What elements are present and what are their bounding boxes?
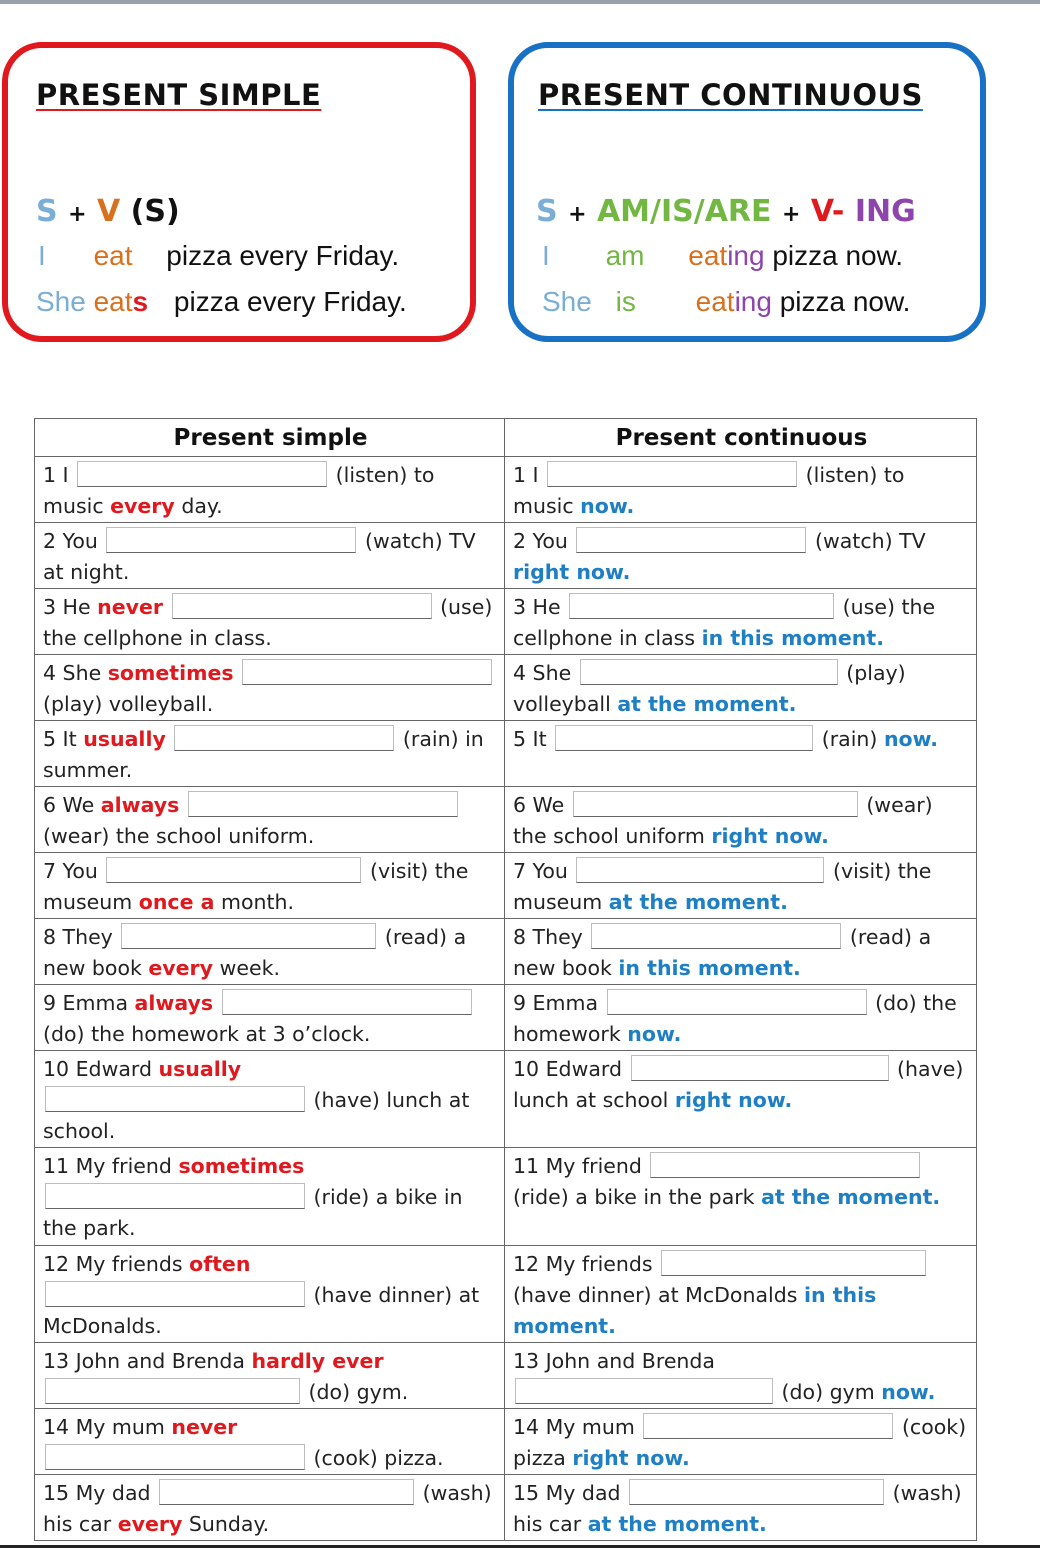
sentence-subject: 3 He — [513, 595, 561, 619]
answer-blank-input[interactable] — [159, 1479, 414, 1505]
sentence-end: day. — [181, 494, 223, 518]
answer-blank-input[interactable] — [573, 791, 858, 817]
example-verb: eat — [688, 240, 728, 271]
time-expression: now — [580, 494, 627, 518]
simple-cell — [35, 1343, 505, 1409]
continuous-cell — [505, 853, 977, 919]
sentence-rest: (wash) his car — [43, 1481, 492, 1536]
table-header-row — [35, 419, 977, 457]
table-row — [35, 853, 977, 919]
sentence-rest: (ride) a bike in the park. — [43, 1185, 463, 1240]
table-row — [35, 1051, 977, 1148]
continuous-cell — [505, 655, 977, 721]
answer-blank-input[interactable] — [643, 1413, 893, 1439]
sentence-subject: 2 You — [513, 529, 568, 553]
sentence-rest: (wear) the school uniform. — [43, 824, 315, 848]
formula-s-ending: (S) — [130, 194, 180, 229]
sentence-rest: (ride) a bike in the park — [513, 1185, 755, 1209]
present-simple-box — [2, 42, 476, 342]
time-expression: every — [110, 494, 175, 518]
sentence-end: . — [759, 1512, 767, 1536]
sentence-subject: 1 I — [43, 463, 69, 487]
answer-blank-input[interactable] — [650, 1152, 920, 1178]
sentence-rest: (do) gym — [781, 1380, 875, 1404]
formula-plus: + — [568, 202, 587, 227]
header-present-continuous: Present continuous — [505, 419, 977, 457]
sentence-rest: (have dinner) at McDonalds — [513, 1283, 798, 1307]
time-expression: in this moment — [701, 626, 877, 650]
sentence-end: week. — [219, 956, 280, 980]
answer-blank-input[interactable] — [576, 527, 806, 553]
example-verb: eat — [93, 286, 133, 317]
example-verb: eat — [695, 286, 735, 317]
sentence-rest: (use) the cellphone in class. — [43, 595, 493, 650]
present-continuous-formula — [536, 194, 916, 229]
table-row — [35, 919, 977, 985]
answer-blank-input[interactable] — [106, 527, 356, 553]
example-subject: I — [542, 240, 550, 271]
sentence-subject: 9 Emma — [513, 991, 599, 1015]
sentence-end: . — [681, 1446, 690, 1470]
sentence-subject: 12 My friends — [43, 1252, 183, 1276]
sentence-rest: (rain) in summer. — [43, 727, 484, 782]
example-subject: She — [36, 286, 86, 317]
answer-blank-input[interactable] — [629, 1479, 884, 1505]
simple-cell — [35, 457, 505, 523]
example-ing: ing — [734, 286, 772, 317]
continuous-cell — [505, 919, 977, 985]
frequency-adverb: never — [97, 595, 163, 619]
answer-blank-input[interactable] — [661, 1250, 926, 1276]
table-row — [35, 721, 977, 787]
continuous-cell — [505, 985, 977, 1051]
time-expression: once a — [138, 890, 215, 914]
simple-cell — [35, 1246, 505, 1343]
frequency-adverb: usually — [158, 1057, 242, 1081]
present-simple-formula — [36, 194, 180, 229]
present-simple-title: PRESENT SIMPLE — [36, 78, 322, 112]
answer-blank-input[interactable] — [45, 1378, 300, 1404]
time-expression: now — [883, 727, 931, 751]
sentence-end: . — [793, 956, 801, 980]
frequency-adverb: never — [171, 1415, 238, 1439]
continuous-cell — [505, 1343, 977, 1409]
sentence-subject: 13 John and Brenda — [43, 1349, 245, 1373]
continuous-cell — [505, 457, 977, 523]
answer-blank-input[interactable] — [555, 725, 813, 751]
simple-cell — [35, 787, 505, 853]
sentence-subject: 15 My dad — [513, 1481, 621, 1505]
sentence-subject: 6 We — [43, 793, 95, 817]
sentence-end: . — [622, 560, 631, 584]
sentence-subject: 5 It — [513, 727, 547, 751]
time-expression: at the moment. — [617, 692, 797, 716]
sentence-subject: 4 She — [513, 661, 572, 685]
sentence-rest: (do) the homework at 3 o’clock. — [43, 1022, 371, 1046]
sentence-rest: (cook) pizza. — [313, 1446, 444, 1470]
continuous-cell — [505, 1148, 977, 1246]
sentence-rest: (do) gym. — [308, 1380, 409, 1404]
simple-cell — [35, 853, 505, 919]
time-expression: at the moment — [587, 1512, 759, 1536]
table-row — [35, 655, 977, 721]
example-rest: pizza now. — [772, 240, 904, 271]
sentence-subject: 10 Edward — [513, 1057, 622, 1081]
sentence-rest: (do) the homework — [513, 991, 957, 1046]
sentence-subject: 2 You — [43, 529, 98, 553]
continuous-cell — [505, 1409, 977, 1475]
time-expression: right now — [513, 560, 623, 584]
formula-be: AM/IS/ARE — [596, 194, 772, 229]
example-be: am — [605, 240, 645, 271]
sentence-rest: (rain) — [821, 727, 878, 751]
sentence-end: . — [930, 727, 939, 751]
answer-blank-input[interactable] — [569, 593, 834, 619]
sentence-subject: 4 She — [43, 661, 102, 685]
answer-blank-input[interactable] — [45, 1444, 305, 1470]
example-subject: I — [38, 240, 46, 271]
formula-plus: + — [781, 202, 801, 227]
example-verb: eat — [93, 240, 133, 271]
sentence-end: . — [608, 1314, 616, 1338]
answer-blank-input[interactable] — [631, 1055, 889, 1081]
frequency-adverb: sometimes — [178, 1154, 305, 1178]
sentence-rest: (watch) TV — [814, 529, 926, 553]
sentence-rest: (visit) the museum — [513, 859, 932, 914]
frequency-adverb: always — [134, 991, 214, 1015]
sentence-subject: 14 My mum — [513, 1415, 635, 1439]
frequency-adverb: often — [189, 1252, 251, 1276]
sentence-end: . — [932, 1185, 941, 1209]
continuous-example-2 — [542, 286, 910, 318]
answer-blank-input[interactable] — [515, 1378, 773, 1404]
table-row — [35, 1409, 977, 1475]
simple-cell — [35, 985, 505, 1051]
sentence-subject: 1 I — [513, 463, 539, 487]
continuous-cell — [505, 589, 977, 655]
frequency-adverb: hardly ever — [251, 1349, 384, 1373]
header-present-simple: Present simple — [35, 419, 505, 457]
sentence-subject: 6 We — [513, 793, 565, 817]
answer-blank-input[interactable] — [242, 659, 492, 685]
present-continuous-box — [508, 42, 986, 342]
table-row — [35, 1246, 977, 1343]
formula-verb: V — [96, 194, 121, 229]
table-row — [35, 523, 977, 589]
answer-blank-input[interactable] — [188, 791, 458, 817]
table-row — [35, 1343, 977, 1409]
table-row — [35, 1475, 977, 1541]
simple-cell — [35, 655, 505, 721]
answer-blank-input[interactable] — [45, 1281, 305, 1307]
sentence-rest: (visit) the museum — [43, 859, 469, 914]
sentence-end: . — [673, 1022, 682, 1046]
sentence-rest: (listen) to music — [43, 463, 435, 518]
answer-blank-input[interactable] — [172, 593, 432, 619]
example-rest: pizza every Friday. — [166, 240, 400, 271]
top-border-line — [0, 0, 1040, 4]
time-expression: every — [148, 956, 214, 980]
sentence-end: . — [626, 494, 635, 518]
answer-blank-input[interactable] — [106, 857, 361, 883]
sentence-rest: (watch) TV at night. — [43, 529, 476, 584]
time-expression: right now — [572, 1446, 682, 1470]
formula-subject: S — [536, 194, 558, 229]
frequency-adverb: usually — [83, 727, 166, 751]
answer-blank-input[interactable] — [547, 461, 797, 487]
time-expression: every — [117, 1512, 183, 1536]
example-verb-suffix: s — [132, 286, 149, 317]
answer-blank-input[interactable] — [576, 857, 824, 883]
sentence-subject: 9 Emma — [43, 991, 129, 1015]
continuous-cell — [505, 1475, 977, 1541]
time-expression: now — [627, 1022, 674, 1046]
sentence-end: . — [876, 626, 884, 650]
frequency-adverb: sometimes — [107, 661, 234, 685]
sentence-rest: (use) the cellphone in class — [513, 595, 936, 650]
time-expression: at the moment — [761, 1185, 933, 1209]
sentence-rest: (read) a new book — [513, 925, 932, 980]
sentence-rest: (play) volleyball. — [43, 692, 214, 716]
continuous-cell — [505, 721, 977, 787]
exercise-table — [34, 418, 977, 1541]
sentence-rest: (have) lunch at school — [513, 1057, 964, 1112]
continuous-cell — [505, 787, 977, 853]
sentence-end: month. — [221, 890, 295, 914]
formula-verb: V- — [810, 194, 845, 229]
simple-cell — [35, 523, 505, 589]
simple-cell — [35, 1148, 505, 1246]
sentence-rest: (wear) the school uniform — [513, 793, 933, 848]
sentence-subject: 8 They — [513, 925, 583, 949]
sentence-subject: 12 My friends — [513, 1252, 653, 1276]
sentence-subject: 10 Edward — [43, 1057, 152, 1081]
simple-cell — [35, 919, 505, 985]
present-continuous-title: PRESENT CONTINUOUS — [538, 78, 923, 112]
time-expression: right now — [674, 1088, 785, 1112]
answer-blank-input[interactable] — [121, 923, 376, 949]
simple-example-2 — [36, 286, 407, 318]
sentence-subject: 11 My friend — [43, 1154, 172, 1178]
sentence-end: . — [784, 1088, 793, 1112]
table-row — [35, 985, 977, 1051]
simple-example-1 — [38, 240, 399, 272]
answer-blank-input[interactable] — [45, 1183, 305, 1209]
sentence-subject: 7 You — [43, 859, 98, 883]
continuous-cell — [505, 1246, 977, 1343]
sentence-subject: 5 It — [43, 727, 77, 751]
sentence-subject: 13 John and Brenda — [513, 1349, 715, 1373]
sentence-subject: 15 My dad — [43, 1481, 151, 1505]
answer-blank-input[interactable] — [222, 989, 472, 1015]
formula-subject: S — [36, 194, 58, 229]
sentence-rest: (read) a new book — [43, 925, 467, 980]
simple-cell — [35, 589, 505, 655]
sentence-end: Sunday. — [188, 1512, 270, 1536]
formula-plus: + — [68, 202, 87, 227]
table-row — [35, 457, 977, 523]
time-expression: in this moment — [513, 1283, 877, 1338]
example-ing: ing — [727, 240, 765, 271]
sentence-rest: (play) volleyball — [513, 661, 906, 716]
time-expression: now — [881, 1380, 928, 1404]
sentence-subject: 14 My mum — [43, 1415, 165, 1439]
answer-blank-input[interactable] — [174, 725, 394, 751]
example-subject: She — [542, 286, 592, 317]
frequency-adverb: always — [100, 793, 180, 817]
answer-blank-input[interactable] — [607, 989, 867, 1015]
continuous-cell — [505, 523, 977, 589]
sentence-end: . — [927, 1380, 936, 1404]
sentence-end: . — [821, 824, 829, 848]
sentence-subject: 8 They — [43, 925, 113, 949]
sentence-end: . — [780, 890, 788, 914]
simple-cell — [35, 721, 505, 787]
example-be: is — [615, 286, 636, 317]
simple-cell — [35, 1475, 505, 1541]
answer-blank-input[interactable] — [580, 659, 838, 685]
sentence-subject: 7 You — [513, 859, 568, 883]
sentence-subject: 3 He — [43, 595, 91, 619]
sentence-rest: (wash) his car — [513, 1481, 962, 1536]
example-rest: pizza now. — [779, 286, 911, 317]
sentence-rest: (have) lunch at school. — [43, 1088, 470, 1143]
example-rest: pizza every Friday. — [173, 286, 407, 317]
sentence-rest: (cook) pizza — [513, 1415, 967, 1470]
answer-blank-input[interactable] — [591, 923, 841, 949]
formula-ing: ING — [854, 194, 916, 229]
time-expression: right now — [711, 824, 822, 848]
sentence-rest: (have dinner) at McDonalds. — [43, 1283, 480, 1338]
continuous-cell — [505, 1051, 977, 1148]
sentence-subject: 11 My friend — [513, 1154, 642, 1178]
sentence-rest: (listen) to music — [513, 463, 905, 518]
simple-cell — [35, 1051, 505, 1148]
time-expression: at the moment — [608, 890, 781, 914]
answer-blank-input[interactable] — [77, 461, 327, 487]
table-row — [35, 787, 977, 853]
table-row — [35, 589, 977, 655]
continuous-example-1 — [542, 240, 903, 272]
table-row — [35, 1148, 977, 1246]
simple-cell — [35, 1409, 505, 1475]
time-expression: in this moment — [618, 956, 794, 980]
answer-blank-input[interactable] — [45, 1086, 305, 1112]
